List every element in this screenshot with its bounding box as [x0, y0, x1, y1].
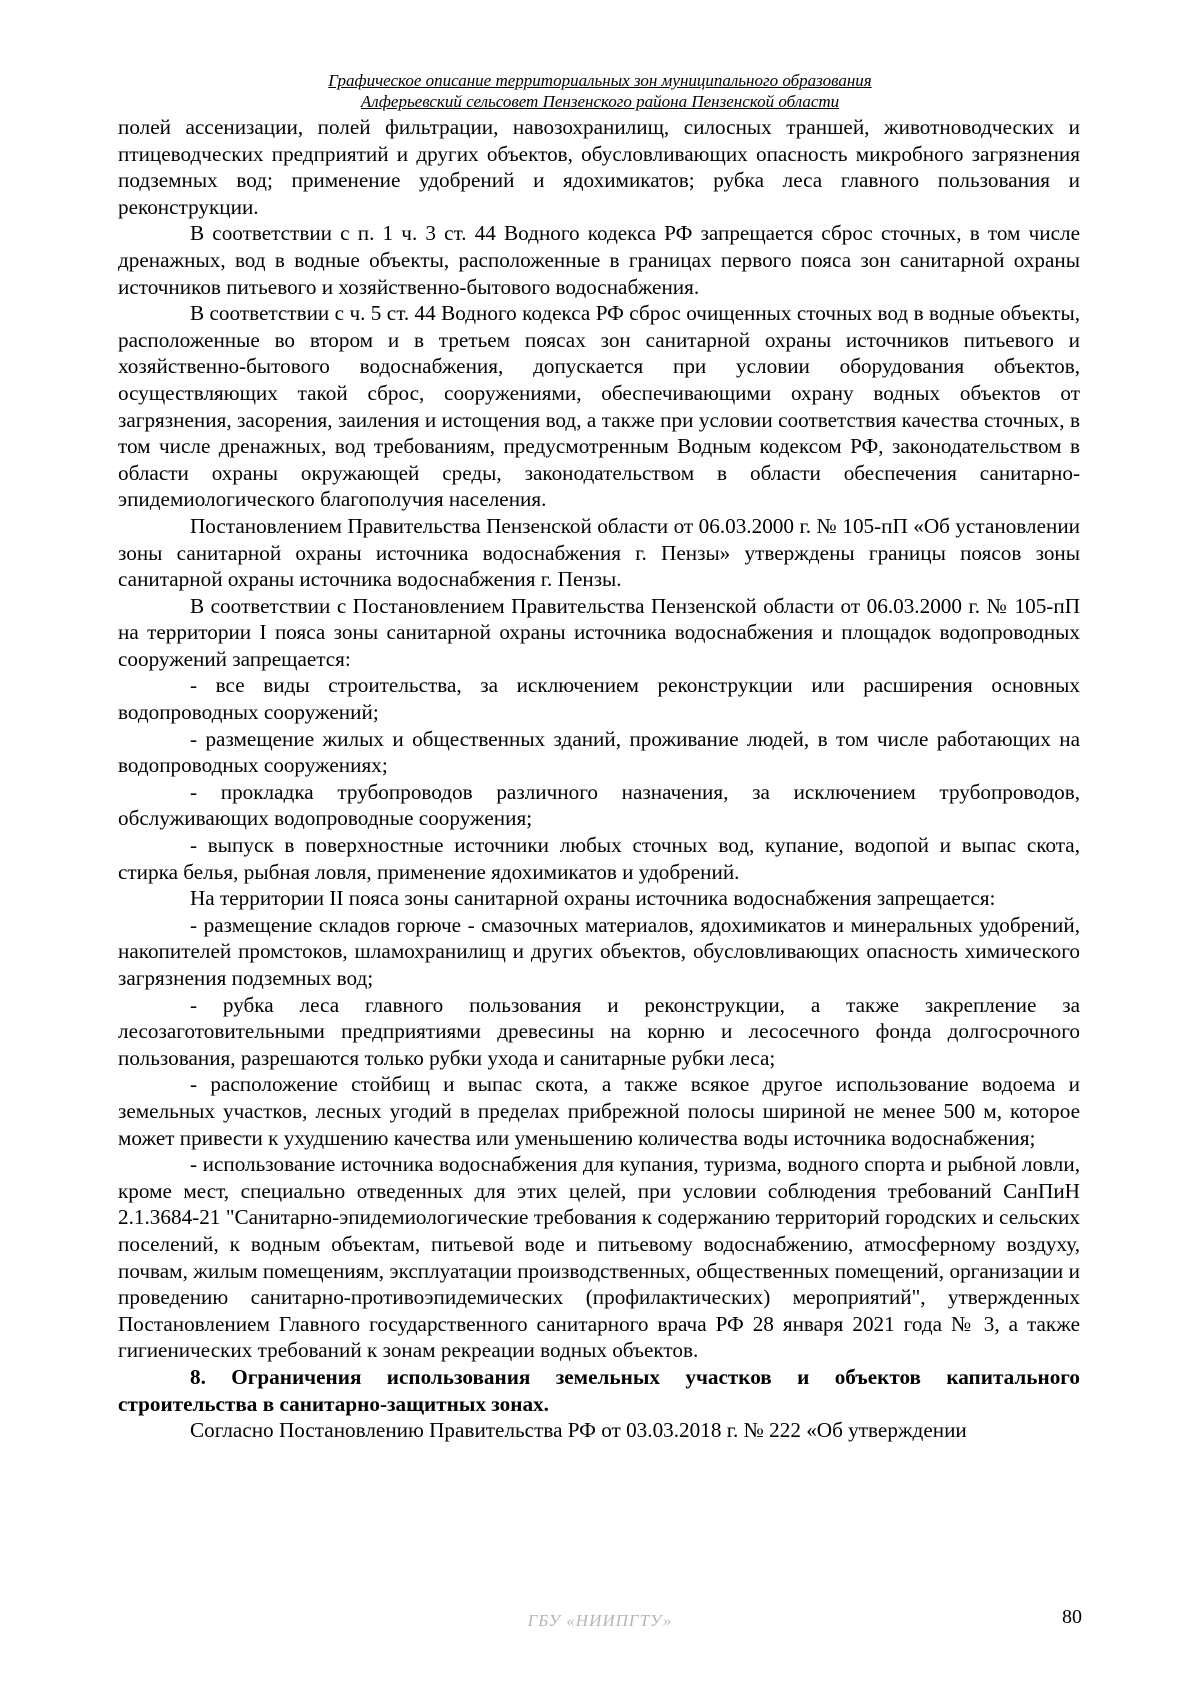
list-item: - размещение жилых и общественных зданий, проживание людей, в том числе работающих на водопроводных сооружениях; [118, 726, 1080, 778]
page-number: 80 [1062, 1606, 1082, 1628]
paragraph: В соответствии с п. 1 ч. 3 ст. 44 Водного кодекса РФ запрещается сброс сточных, в том числе дренажных, вод в водные объекты, расположенные в границах первого пояса зон санитарной охраны источников питьевого и хозяйственно-бытового водоснабжения. [118, 221, 1080, 299]
footer-organization: ГБУ «НИИПГТУ» [527, 1611, 673, 1630]
paragraph: В соответствии с Постановлением Правительства Пензенской области от 06.03.2000 г. № 105-пП на территории I пояса зоны санитарной охраны источника водоснабжения и площадок водопроводных сооружений запрещается: [118, 593, 1080, 671]
paragraph: Согласно Постановлению Правительства РФ от 03.03.2018 г. № 222 «Об утверждении [190, 1418, 967, 1443]
paragraph: Постановлением Правительства Пензенской области от 06.03.2000 г. № 105-пП «Об установлении зоны санитарной охраны источника водоснабжения г. Пензы» утверждены границы поясов зоны санитарной охраны источника водоснабжения г. Пензы. [118, 513, 1080, 592]
list-item: - размещение складов горюче - смазочных материалов, ядохимикатов и минеральных удобрений, накопителей промстоков, шламохранилищ и других объектов, обусловливающих опасность химического загрязнения подземных вод; [118, 912, 1080, 990]
list-item: - использование источника водоснабжения для купания, туризма, водного спорта и рыбной ловли, кроме мест, специально отведенных для этих целей, при условии соблюдения требований СанПиН 2.1.3684-21 "Санитарно-эпидемиологические требования к содержанию территорий городских и сельских поселений, к водным объектам, питьевой воде и питьевому водоснабжению, атмосферному воздуху, почвам, жилым помещениям, эксплуатации производственных, общественных помещений, организации и проведению санитарно-противоэпидемических (профилактических) мероприятий", утвержденных Постановлением Главного государственного санитарного врача РФ 28 января 2021 года № 3, а также гигиенических требований к зонам рекреации водных объектов. [118, 1152, 1080, 1363]
list-item: - все виды строительства, за исключением реконструкции или расширения основных водопроводных сооружений; [118, 673, 1080, 725]
list-item: - прокладка трубопроводов различного назначения, за исключением трубопроводов, обслуживающих водопроводные сооружения; [118, 779, 1080, 831]
list-item: - выпуск в поверхностные источники любых сточных вод, купание, водопой и выпас скота, стирка белья, рыбная ловля, применение ядохимикатов и удобрений. [118, 833, 1080, 884]
document-body [118, 114, 1080, 1444]
paragraph: В соответствии с ч. 5 ст. 44 Водного кодекса РФ сброс очищенных сточных вод в водные объекты, расположенные во втором и в третьем поясах зон санитарной охраны источников питьевого и хозяйственно-бытового водоснабжения, допускается при условии оборудования объектов, осуществляющих такой сброс, сооружениями, обеспечивающими охрану водных объектов от загрязнения, засорения, заиления и истощения вод, а также при условии соответствия качества сточных, в том числе дренажных, вод требованиям, предусмотренным Водным кодексом РФ, законодательством в области охраны окружающей среды, законодательством в области обеспечения санитарно-эпидемиологического благополучия населения. [118, 301, 1080, 512]
section-heading: 8. Ограничения использования земельных участков и объектов капитального строительства в санитарно-защитных зонах. [118, 1364, 1080, 1416]
header-line-1: Графическое описание территориальных зон муниципального образования [328, 71, 872, 90]
page-header [130, 70, 1070, 112]
list-item: - расположение стойбищ и выпас скота, а также всякое другое использование водоема и земельных участков, лесных угодий в пределах прибрежной полосы шириной не менее 500 м, которое может привести к ухудшению качества или уменьшению количества воды источника водоснабжения; [118, 1072, 1080, 1150]
paragraph: полей ассенизации, полей фильтрации, навозохранилищ, силосных траншей, животноводческих и птицеводческих предприятий и других объектов, обусловливающих опасность микробного загрязнения подземных вод; применение удобрений и ядохимикатов; рубка леса главного пользования и реконструкции. [118, 115, 1080, 219]
paragraph: На территории II пояса зоны санитарной охраны источника водоснабжения запрещается: [190, 886, 996, 911]
list-item: - рубка леса главного пользования и реконструкции, а также закрепление за лесозаготовительными предприятиями древесины на корню и лесосечного фонда долгосрочного пользования, разрешаются только рубки ухода и санитарные рубки леса; [118, 992, 1080, 1070]
header-line-2: Алферьевский сельсовет Пензенского района Пензенской области [360, 92, 840, 111]
